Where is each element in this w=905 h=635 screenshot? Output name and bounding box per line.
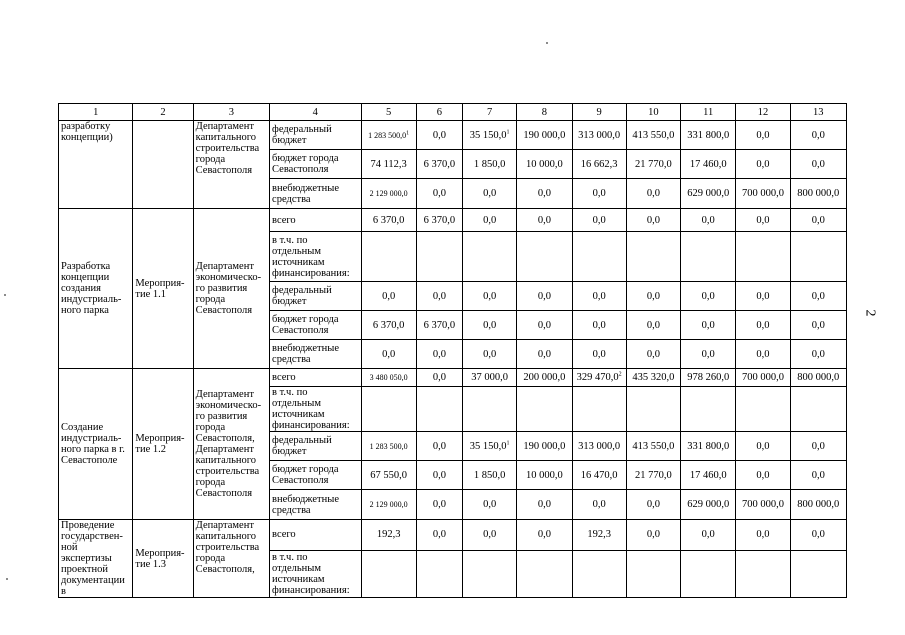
value-cell: 313 000,0 — [572, 121, 626, 150]
col-header: 4 — [270, 104, 361, 121]
value-cell: 190 000,0 — [517, 432, 572, 461]
empty-cell — [681, 387, 736, 432]
value-cell: 413 550,0 — [626, 432, 680, 461]
funding-source: внебюджетные средства — [270, 340, 361, 369]
value-cell: 0,0 — [626, 311, 680, 340]
value-cell: 0,0 — [463, 209, 517, 232]
value-cell — [572, 369, 626, 387]
value-cell: 0,0 — [681, 282, 736, 311]
funding-source: федеральный бюджет — [270, 282, 361, 311]
value-cell: 0,0 — [463, 282, 517, 311]
value-cell: 0,0 — [361, 340, 416, 369]
value-cell: 0,0 — [736, 520, 790, 551]
scan-speck — [546, 42, 548, 44]
event-cell: Мероприя-тие 1.1 — [133, 209, 193, 369]
funding-subheader: в т.ч. по отдельным источникам финансирования: — [270, 550, 361, 597]
value-cell: 0,0 — [416, 179, 462, 209]
empty-cell — [626, 232, 680, 282]
footnote-mark: 1 — [406, 129, 410, 136]
value-cell: 1 283 500,0 — [361, 432, 416, 461]
table-row — [59, 121, 847, 150]
funding-source: внебюджетные средства — [270, 179, 361, 209]
value-cell: 6 370,0 — [361, 209, 416, 232]
value-cell: 0,0 — [736, 121, 790, 150]
value-cell: 1 850,0 — [463, 461, 517, 490]
value-cell: 200 000,0 — [517, 369, 572, 387]
empty-cell — [572, 550, 626, 597]
department: Департамент экономическо-го развития города Севастополя, Департамент капитального строительства города Севастополя — [193, 369, 269, 520]
value-cell: 0,0 — [736, 209, 790, 232]
col-header: 2 — [133, 104, 193, 121]
value-cell: 0,0 — [416, 282, 462, 311]
value-cell — [361, 121, 416, 150]
empty-cell — [626, 387, 680, 432]
col-header: 6 — [416, 104, 462, 121]
footnote-mark: 2 — [618, 371, 622, 378]
value-cell: 6 370,0 — [416, 150, 462, 179]
scan-speck — [6, 578, 8, 580]
value-cell: 0,0 — [790, 432, 846, 461]
value-cell: 0,0 — [790, 461, 846, 490]
page-number: 2 — [862, 309, 878, 317]
funding-subheader: в т.ч. по отдельным источникам финансирования: — [270, 232, 361, 282]
value-cell: 0,0 — [517, 311, 572, 340]
value-cell: 0,0 — [736, 150, 790, 179]
col-header: 3 — [193, 104, 269, 121]
measure-name: Создание индустриаль-ного парка в г. Севастополе — [59, 369, 133, 520]
col-header: 5 — [361, 104, 416, 121]
value-cell: 0,0 — [681, 340, 736, 369]
empty-cell — [416, 387, 462, 432]
value-cell: 0,0 — [626, 209, 680, 232]
header-row — [59, 104, 847, 121]
value-cell: 17 460,0 — [681, 150, 736, 179]
value-cell: 6 370,0 — [416, 209, 462, 232]
funding-source: внебюджетные средства — [270, 490, 361, 520]
empty-cell — [736, 232, 790, 282]
empty-cell — [790, 387, 846, 432]
table-row — [59, 369, 847, 387]
value-cell: 0,0 — [517, 340, 572, 369]
value-cell: 0,0 — [790, 282, 846, 311]
empty-cell — [517, 232, 572, 282]
empty-cell — [790, 550, 846, 597]
empty-cell — [517, 550, 572, 597]
value-cell: 331 800,0 — [681, 121, 736, 150]
value-cell: 0,0 — [626, 179, 680, 209]
value-cell: 0,0 — [736, 340, 790, 369]
footnote-mark: 1 — [506, 440, 510, 446]
value-cell: 0,0 — [572, 340, 626, 369]
value-cell: 6 370,0 — [416, 311, 462, 340]
col-header: 9 — [572, 104, 626, 121]
value-cell: 0,0 — [790, 311, 846, 340]
empty-cell — [463, 387, 517, 432]
value-cell: 0,0 — [626, 340, 680, 369]
value-cell: 190 000,0 — [517, 121, 572, 150]
value-cell: 0,0 — [790, 520, 846, 551]
value-cell: 0,0 — [736, 432, 790, 461]
value-cell: 978 260,0 — [681, 369, 736, 387]
value-text: 35 150,0 — [469, 129, 507, 141]
department: Департамент капитального строительства города Севастополя, — [193, 520, 269, 598]
value-cell: 21 770,0 — [626, 150, 680, 179]
value-cell: 21 770,0 — [626, 461, 680, 490]
empty-cell — [572, 387, 626, 432]
value-text: 35 150,0 — [469, 440, 507, 452]
event-cell: Мероприя-тие 1.2 — [133, 369, 193, 520]
value-cell: 629 000,0 — [681, 490, 736, 520]
value-cell: 0,0 — [416, 461, 462, 490]
table-row — [59, 520, 847, 551]
empty-cell — [517, 387, 572, 432]
value-cell: 0,0 — [736, 311, 790, 340]
funding-source: всего — [270, 209, 361, 232]
value-cell: 0,0 — [736, 461, 790, 490]
value-cell: 0,0 — [416, 369, 462, 387]
value-cell: 67 550,0 — [361, 461, 416, 490]
value-cell: 800 000,0 — [790, 490, 846, 520]
measure-name: Разработка концепции создания индустриаль-ного парка — [59, 209, 133, 369]
col-header: 11 — [681, 104, 736, 121]
value-cell: 0,0 — [463, 520, 517, 551]
value-cell: 0,0 — [361, 282, 416, 311]
value-cell: 0,0 — [790, 340, 846, 369]
funding-table — [58, 103, 847, 598]
value-cell: 800 000,0 — [790, 369, 846, 387]
value-cell: 800 000,0 — [790, 179, 846, 209]
value-cell: 17 460,0 — [681, 461, 736, 490]
value-cell: 629 000,0 — [681, 179, 736, 209]
empty-cell — [416, 232, 462, 282]
value-cell: 331 800,0 — [681, 432, 736, 461]
funding-source: федеральный бюджет — [270, 121, 361, 150]
value-cell — [463, 121, 517, 150]
funding-source: всего — [270, 520, 361, 551]
measure-name: Проведение государствен-ной экспертизы проектной документации в — [59, 520, 133, 598]
empty-cell — [463, 550, 517, 597]
empty-cell — [681, 550, 736, 597]
empty-cell — [361, 232, 416, 282]
value-cell: 413 550,0 — [626, 121, 680, 150]
event-cell — [133, 121, 193, 209]
value-cell: 0,0 — [416, 432, 462, 461]
value-cell: 0,0 — [572, 282, 626, 311]
col-header: 8 — [517, 104, 572, 121]
value-cell: 0,0 — [790, 150, 846, 179]
value-cell: 0,0 — [463, 340, 517, 369]
value-cell: 0,0 — [626, 282, 680, 311]
col-header: 12 — [736, 104, 790, 121]
department: Департамент капитального строительства города Севастополя — [193, 121, 269, 209]
department: Департамент экономическо-го развития города Севастополя — [193, 209, 269, 369]
value-cell: 700 000,0 — [736, 369, 790, 387]
value-cell: 0,0 — [681, 311, 736, 340]
value-cell: 74 112,3 — [361, 150, 416, 179]
empty-cell — [736, 550, 790, 597]
value-cell: 0,0 — [626, 490, 680, 520]
value-cell — [463, 432, 517, 461]
funding-subheader: в т.ч. по отдельным источникам финансирования: — [270, 387, 361, 432]
value-cell: 0,0 — [572, 179, 626, 209]
value-cell: 0,0 — [572, 311, 626, 340]
value-cell: 0,0 — [463, 179, 517, 209]
value-cell: 0,0 — [517, 490, 572, 520]
funding-source: всего — [270, 369, 361, 387]
empty-cell — [790, 232, 846, 282]
empty-cell — [572, 232, 626, 282]
table-row — [59, 209, 847, 232]
value-cell: 2 129 000,0 — [361, 490, 416, 520]
value-cell: 313 000,0 — [572, 432, 626, 461]
value-cell: 0,0 — [681, 209, 736, 232]
value-cell: 6 370,0 — [361, 311, 416, 340]
value-cell: 192,3 — [572, 520, 626, 551]
empty-cell — [416, 550, 462, 597]
value-cell: 2 129 000,0 — [361, 179, 416, 209]
empty-cell — [361, 550, 416, 597]
value-cell: 0,0 — [736, 282, 790, 311]
value-text: 1 283 500,0 — [368, 130, 407, 140]
value-text: 329 470,0 — [576, 372, 619, 383]
value-cell: 0,0 — [517, 209, 572, 232]
value-cell: 0,0 — [626, 520, 680, 551]
value-cell: 700 000,0 — [736, 490, 790, 520]
col-header: 1 — [59, 104, 133, 121]
value-cell: 0,0 — [416, 490, 462, 520]
value-cell: 0,0 — [416, 520, 462, 551]
empty-cell — [463, 232, 517, 282]
value-cell: 0,0 — [416, 340, 462, 369]
value-cell: 0,0 — [463, 490, 517, 520]
value-cell: 435 320,0 — [626, 369, 680, 387]
value-cell: 16 662,3 — [572, 150, 626, 179]
measure-name: разработку концепции) — [59, 121, 133, 209]
value-cell: 0,0 — [790, 209, 846, 232]
empty-cell — [626, 550, 680, 597]
col-header: 10 — [626, 104, 680, 121]
funding-source: бюджет города Севастополя — [270, 311, 361, 340]
scan-speck — [4, 294, 6, 296]
value-cell: 0,0 — [517, 282, 572, 311]
value-cell: 700 000,0 — [736, 179, 790, 209]
footnote-mark: 1 — [506, 129, 510, 135]
empty-cell — [736, 387, 790, 432]
value-cell: 0,0 — [790, 121, 846, 150]
funding-source: бюджет города Севастополя — [270, 150, 361, 179]
value-cell: 16 470,0 — [572, 461, 626, 490]
value-cell: 10 000,0 — [517, 461, 572, 490]
value-cell: 0,0 — [517, 520, 572, 551]
col-header: 7 — [463, 104, 517, 121]
value-cell: 37 000,0 — [463, 369, 517, 387]
value-cell: 0,0 — [681, 520, 736, 551]
event-cell: Мероприя-тие 1.3 — [133, 520, 193, 598]
funding-source: федеральный бюджет — [270, 432, 361, 461]
value-cell: 0,0 — [572, 209, 626, 232]
value-cell: 10 000,0 — [517, 150, 572, 179]
value-cell: 192,3 — [361, 520, 416, 551]
value-cell: 0,0 — [463, 311, 517, 340]
value-cell: 0,0 — [572, 490, 626, 520]
empty-cell — [681, 232, 736, 282]
col-header: 13 — [790, 104, 846, 121]
value-cell: 3 480 050,0 — [361, 369, 416, 387]
funding-source: бюджет города Севастополя — [270, 461, 361, 490]
value-cell: 0,0 — [416, 121, 462, 150]
value-cell: 1 850,0 — [463, 150, 517, 179]
value-cell: 0,0 — [517, 179, 572, 209]
empty-cell — [361, 387, 416, 432]
